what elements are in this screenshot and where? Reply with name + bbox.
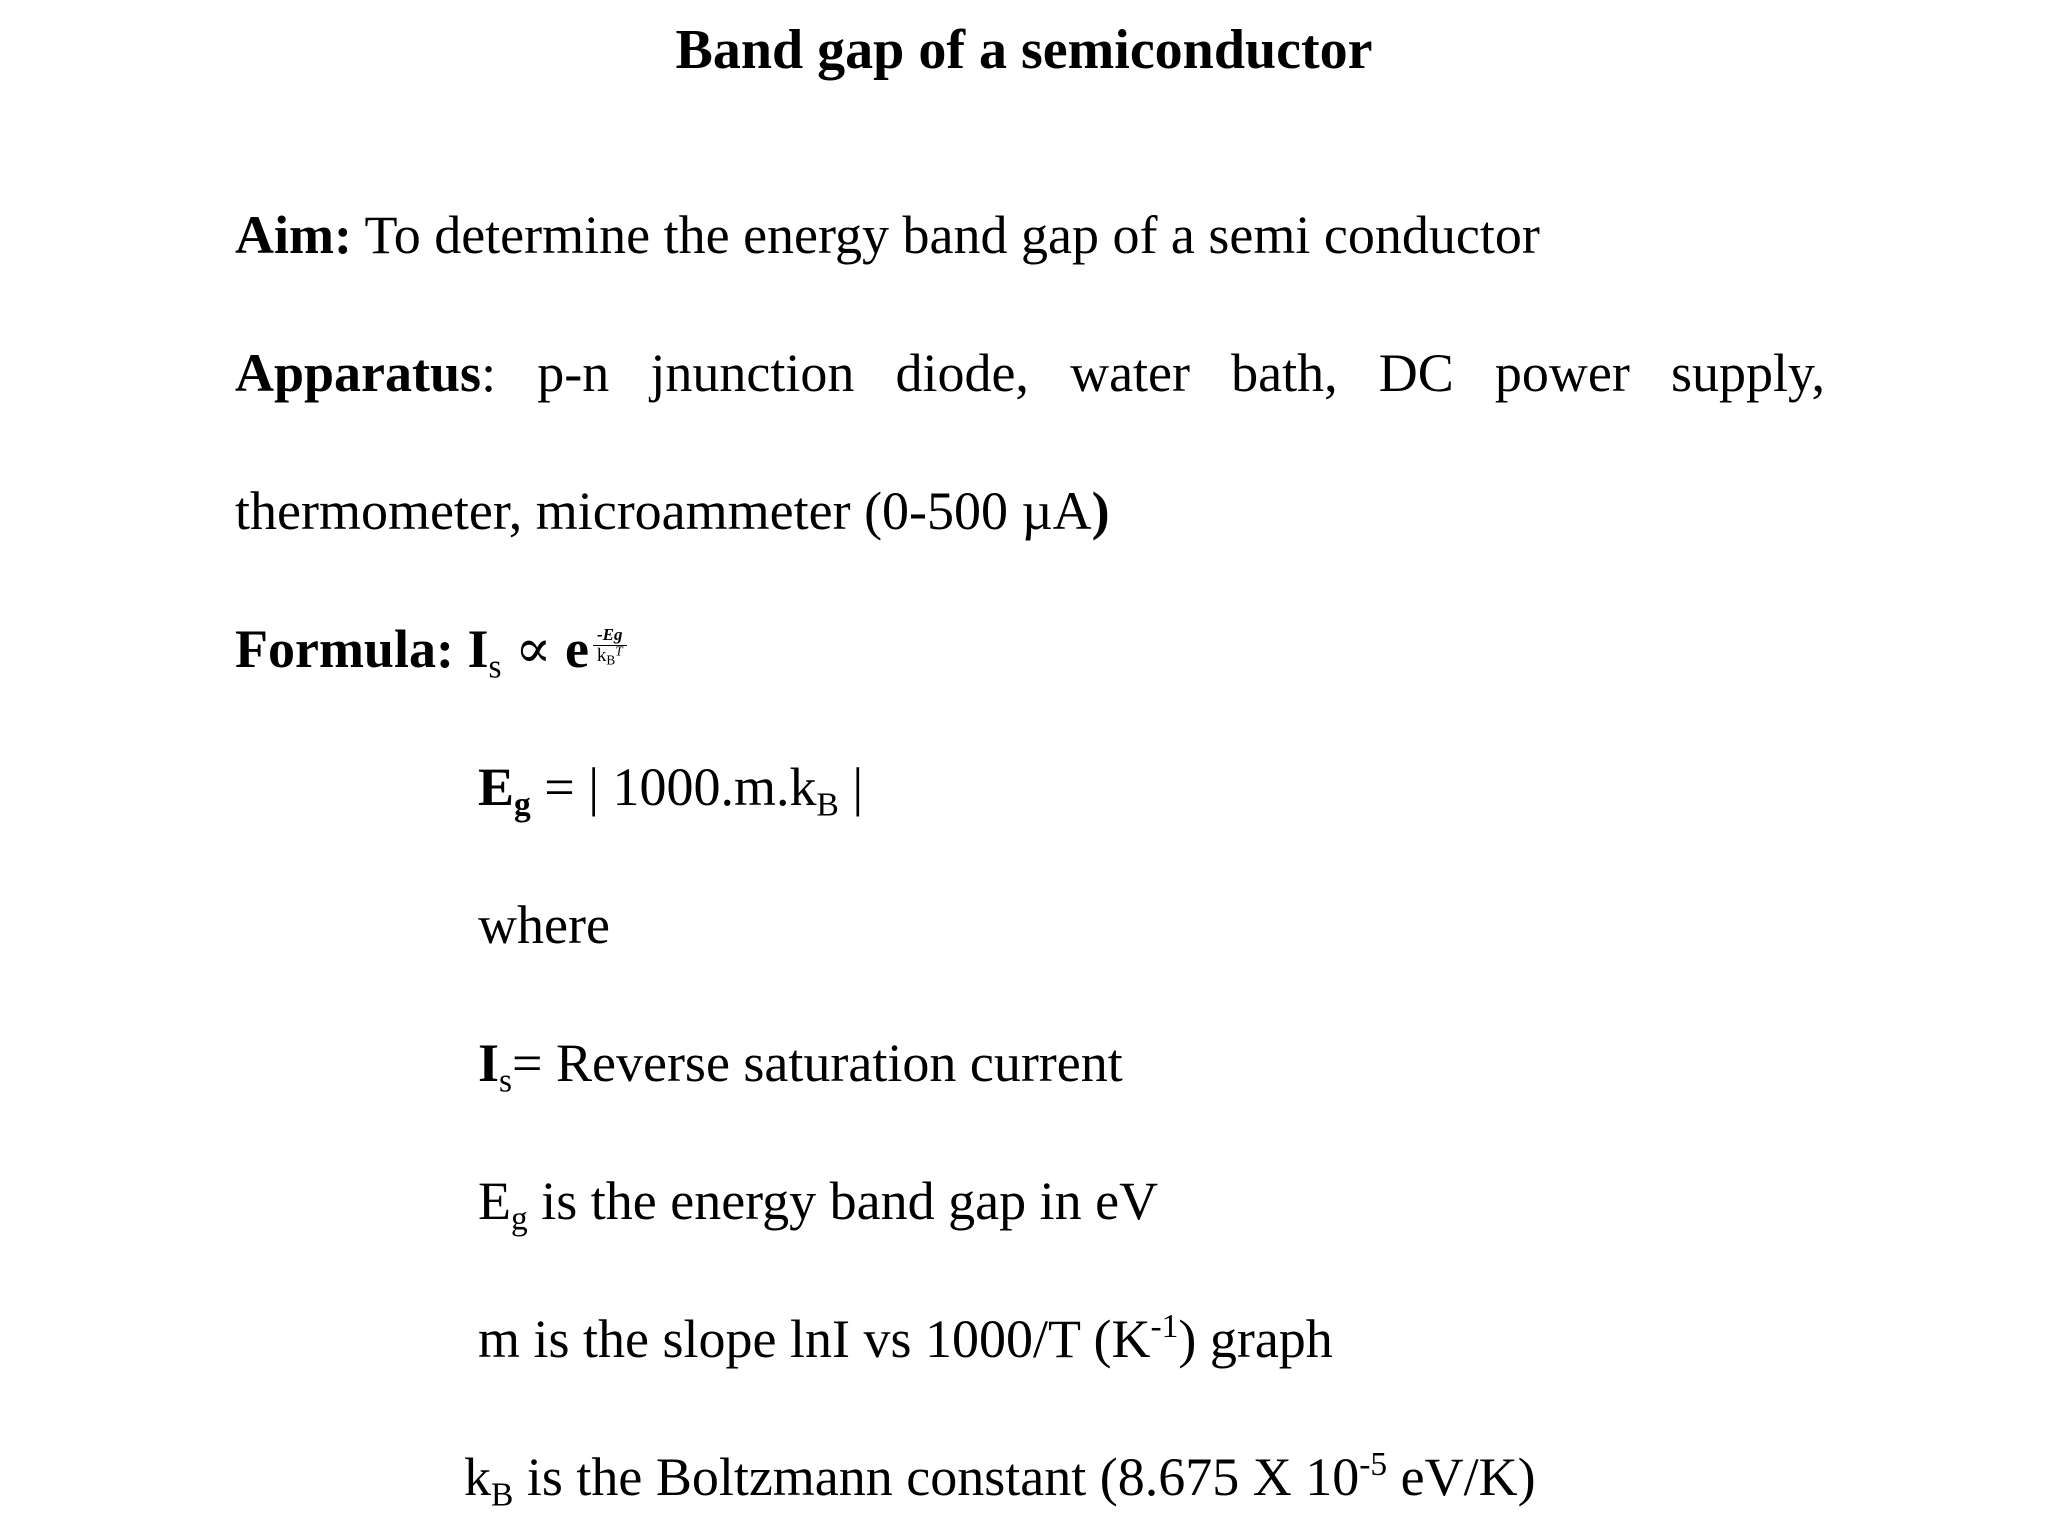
band-gap-symbol: $E_g$	[478, 757, 531, 824]
apparatus-text-line2: thermometer, microammeter (0-500 µA	[235, 481, 1092, 541]
band-gap-rhs: = | $1000.m.k_B$ |	[530, 757, 864, 824]
apparatus-line	[235, 343, 1825, 403]
apparatus-colon: :	[481, 343, 497, 403]
definition-slope	[478, 1307, 1333, 1369]
definition-saturation-current	[478, 1033, 1123, 1100]
saturation-current-text: = Reverse saturation current	[512, 1033, 1123, 1093]
band-gap-formula	[478, 757, 864, 824]
boltzmann-text-pre: is the Boltzmann constant (8.675 X 10	[513, 1447, 1360, 1507]
definition-band-gap	[478, 1171, 1159, 1238]
aim-label: Aim:	[235, 205, 352, 265]
boltzmann-symbol: $k_B$	[464, 1447, 514, 1514]
exponent-numerator: -Eg	[593, 626, 627, 646]
apparatus-label: Apparatus	[235, 343, 482, 403]
slope-text-pre: m is the slope lnI vs 1000/T (K	[478, 1309, 1151, 1369]
page-title: Band gap of a semiconductor	[675, 19, 1373, 81]
band-gap-def-symbol: $E_g$	[478, 1171, 528, 1238]
definition-boltzmann	[464, 1445, 1536, 1514]
proportional-symbol: ∝	[501, 619, 566, 679]
apparatus-continuation	[235, 481, 1110, 541]
formula-line	[235, 619, 627, 686]
boltzmann-text-post: eV/K)	[1387, 1447, 1536, 1507]
exponent-denominator: $k_B^T$	[596, 643, 623, 668]
band-gap-def-text: is the energy band gap in eV	[527, 1171, 1159, 1231]
aim-text: To determine the energy band gap of a semi conductor	[351, 205, 1540, 265]
slope-unit-exponent: -1	[1150, 1307, 1179, 1345]
aim-line	[235, 205, 1540, 265]
where-text: where	[478, 895, 610, 955]
apparatus-text-line1: p-n jnunction diode, water bath, DC power supply,	[496, 343, 1825, 403]
slope-text-post: ) graph	[1178, 1309, 1333, 1369]
formula-exponent	[593, 626, 627, 667]
formula-current-symbol: $I_s$	[467, 619, 502, 686]
saturation-current-symbol: $I_s$	[478, 1033, 513, 1100]
formula-exponential-e: e	[565, 619, 590, 679]
formula-label: Formula:	[235, 619, 454, 679]
boltzmann-exponent: -5	[1359, 1445, 1388, 1483]
apparatus-close-paren: )	[1091, 481, 1110, 541]
